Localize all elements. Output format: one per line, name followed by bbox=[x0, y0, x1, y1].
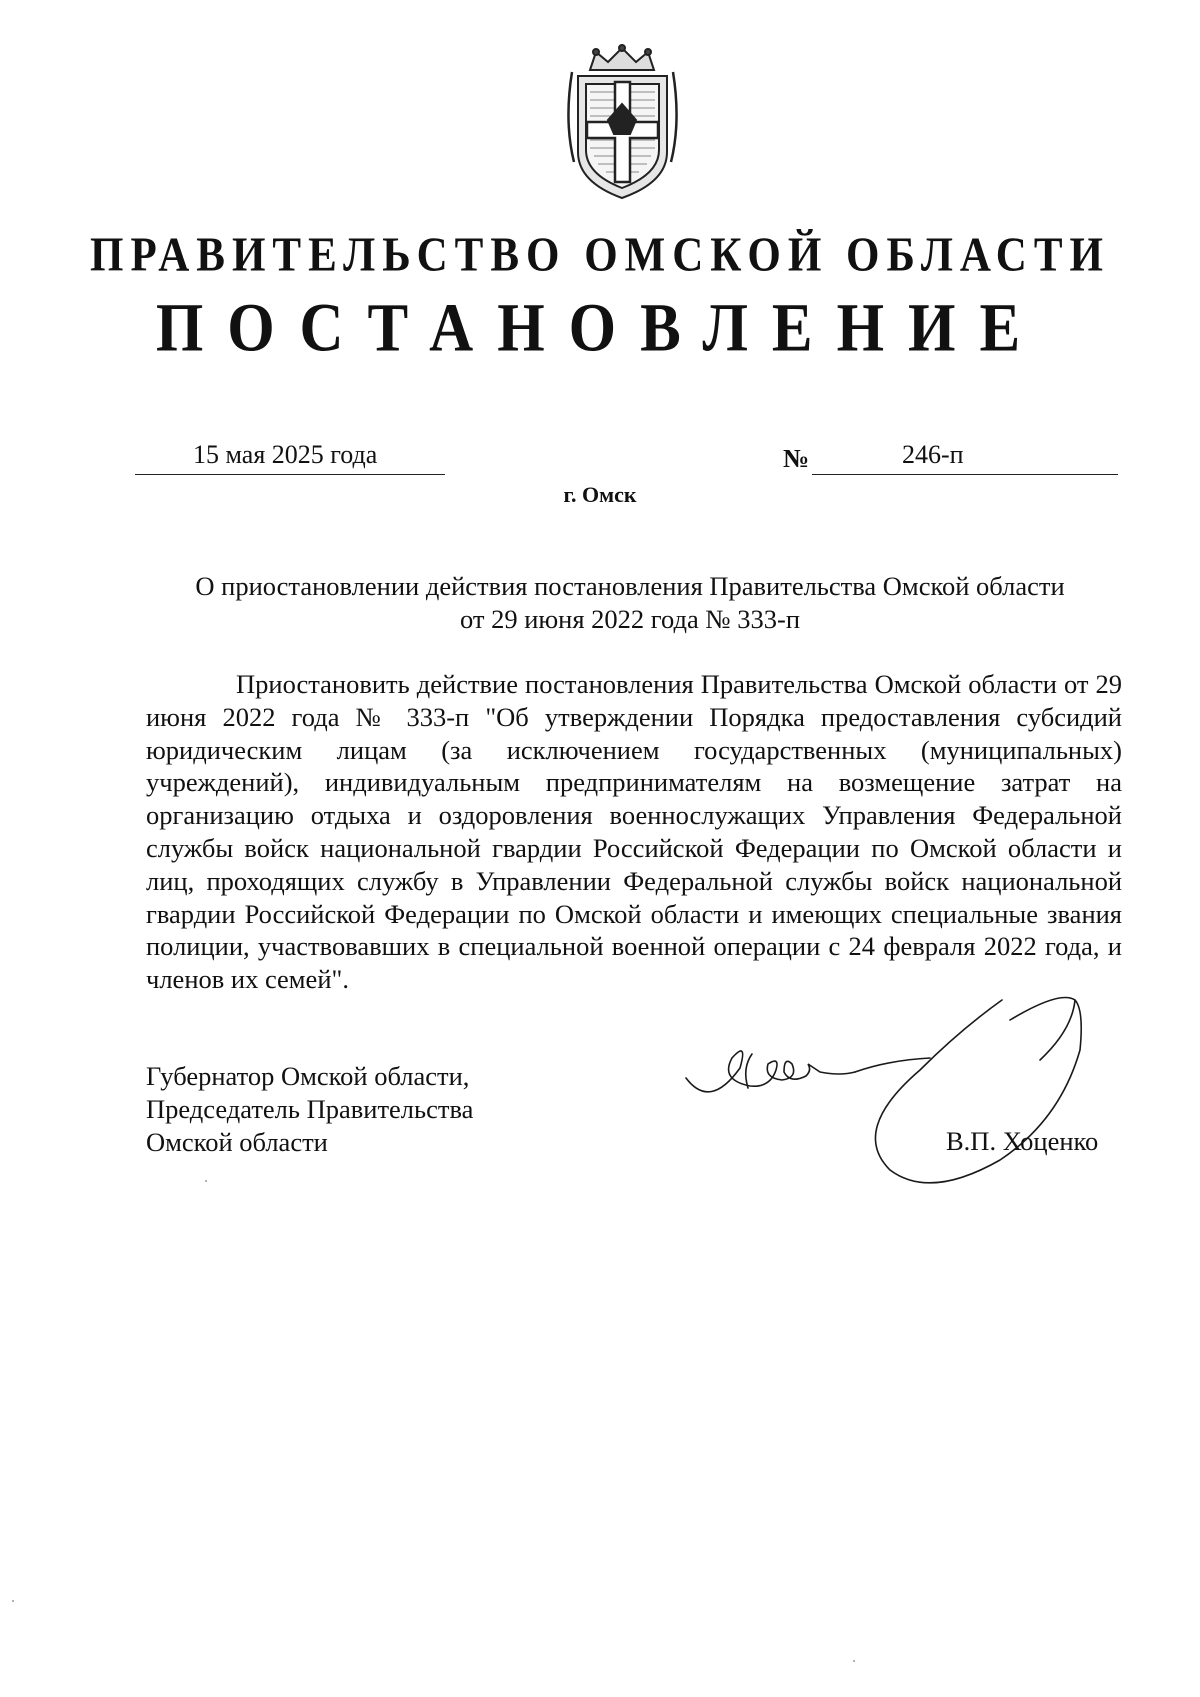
document-type-heading: ПОСТАНОВЛЕНИЕ bbox=[155, 291, 1045, 367]
subject-line-1: О приостановлении действия постановления Правительства Омской области bbox=[195, 571, 1065, 601]
document-number: 246-п bbox=[902, 440, 964, 469]
signatory-title-line: Председатель Правительства bbox=[146, 1094, 474, 1124]
signatory-title-line: Губернатор Омской области, bbox=[146, 1061, 470, 1091]
document-subject bbox=[150, 570, 1110, 636]
signatory-title bbox=[146, 1060, 473, 1159]
handwritten-signature-icon bbox=[680, 960, 1110, 1230]
number-sign: № bbox=[783, 444, 810, 473]
omsk-coat-of-arms-icon bbox=[560, 42, 685, 202]
document-date: 15 мая 2025 года bbox=[193, 440, 378, 469]
number-field bbox=[812, 438, 1118, 475]
date-field bbox=[135, 438, 445, 475]
subject-line-2: от 29 июня 2022 года № 333-п bbox=[459, 604, 801, 634]
signatory-name: В.П. Хоценко bbox=[946, 1126, 1099, 1156]
body-paragraph: Приостановить действие постановления Правительства Омской области от 29 июня 2022 года № 333-п "Об утверждении Порядка предоставления субсидий юридическим лицам (за исключением государственных (муниципальных) учреждений), индивидуальным предпринимателям на возмещение затрат на организацию отдыха и оздоровления военнослужащих Управления Федеральной службы войск национальной гвардии Российской Федерации по Омской области и лиц, проходящих службу в Управлении Федеральной службы войск национальной гвардии Российской Федерации по Омской области и имеющих специальные звания полиции, участвовавших в специальной военной операции с 24 февраля 2022 года, и членов их семей". bbox=[146, 669, 1122, 995]
organization-heading: ПРАВИТЕЛЬСТВО ОМСКОЙ ОБЛАСТИ bbox=[90, 229, 1110, 282]
city: г. Омск bbox=[563, 482, 637, 507]
signatory-title-line: Омской области bbox=[146, 1127, 328, 1157]
